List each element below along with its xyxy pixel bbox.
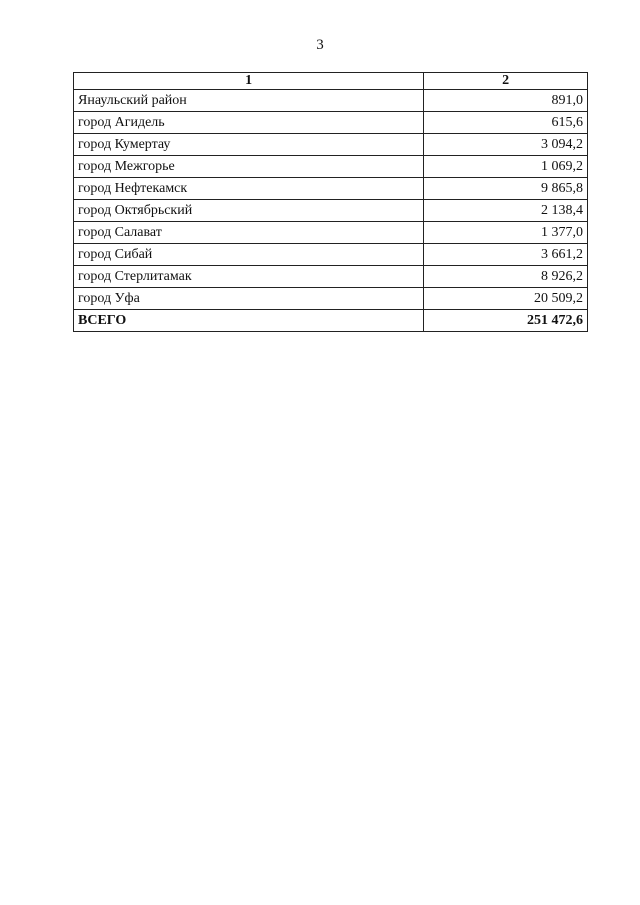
row-value: 2 138,4	[424, 200, 588, 222]
total-label: ВСЕГО	[74, 310, 424, 332]
header-row	[74, 73, 588, 90]
table-row	[74, 90, 588, 112]
row-value: 20 509,2	[424, 288, 588, 310]
row-value: 1 069,2	[424, 156, 588, 178]
row-name: город Октябрьский	[74, 200, 424, 222]
row-value: 9 865,8	[424, 178, 588, 200]
row-name: город Агидель	[74, 112, 424, 134]
table-row	[74, 266, 588, 288]
row-value: 615,6	[424, 112, 588, 134]
row-name: город Стерлитамак	[74, 266, 424, 288]
row-name: город Межгорье	[74, 156, 424, 178]
table-row	[74, 222, 588, 244]
table-row	[74, 244, 588, 266]
total-row	[74, 310, 588, 332]
row-value: 3 094,2	[424, 134, 588, 156]
row-name: город Кумертау	[74, 134, 424, 156]
table-row	[74, 288, 588, 310]
row-name: Янаульский район	[74, 90, 424, 112]
row-value: 1 377,0	[424, 222, 588, 244]
data-table	[73, 72, 588, 332]
table-row	[74, 156, 588, 178]
row-value: 3 661,2	[424, 244, 588, 266]
table-row	[74, 134, 588, 156]
page-number: 3	[316, 37, 324, 53]
row-value: 8 926,2	[424, 266, 588, 288]
row-value: 891,0	[424, 90, 588, 112]
row-name: город Уфа	[74, 288, 424, 310]
table-row	[74, 112, 588, 134]
row-name: город Нефтекамск	[74, 178, 424, 200]
total-value: 251 472,6	[424, 310, 588, 332]
row-name: город Салават	[74, 222, 424, 244]
table-row	[74, 178, 588, 200]
row-name: город Сибай	[74, 244, 424, 266]
column-header-2: 2	[424, 73, 588, 90]
table-row	[74, 200, 588, 222]
column-header-1: 1	[74, 73, 424, 90]
